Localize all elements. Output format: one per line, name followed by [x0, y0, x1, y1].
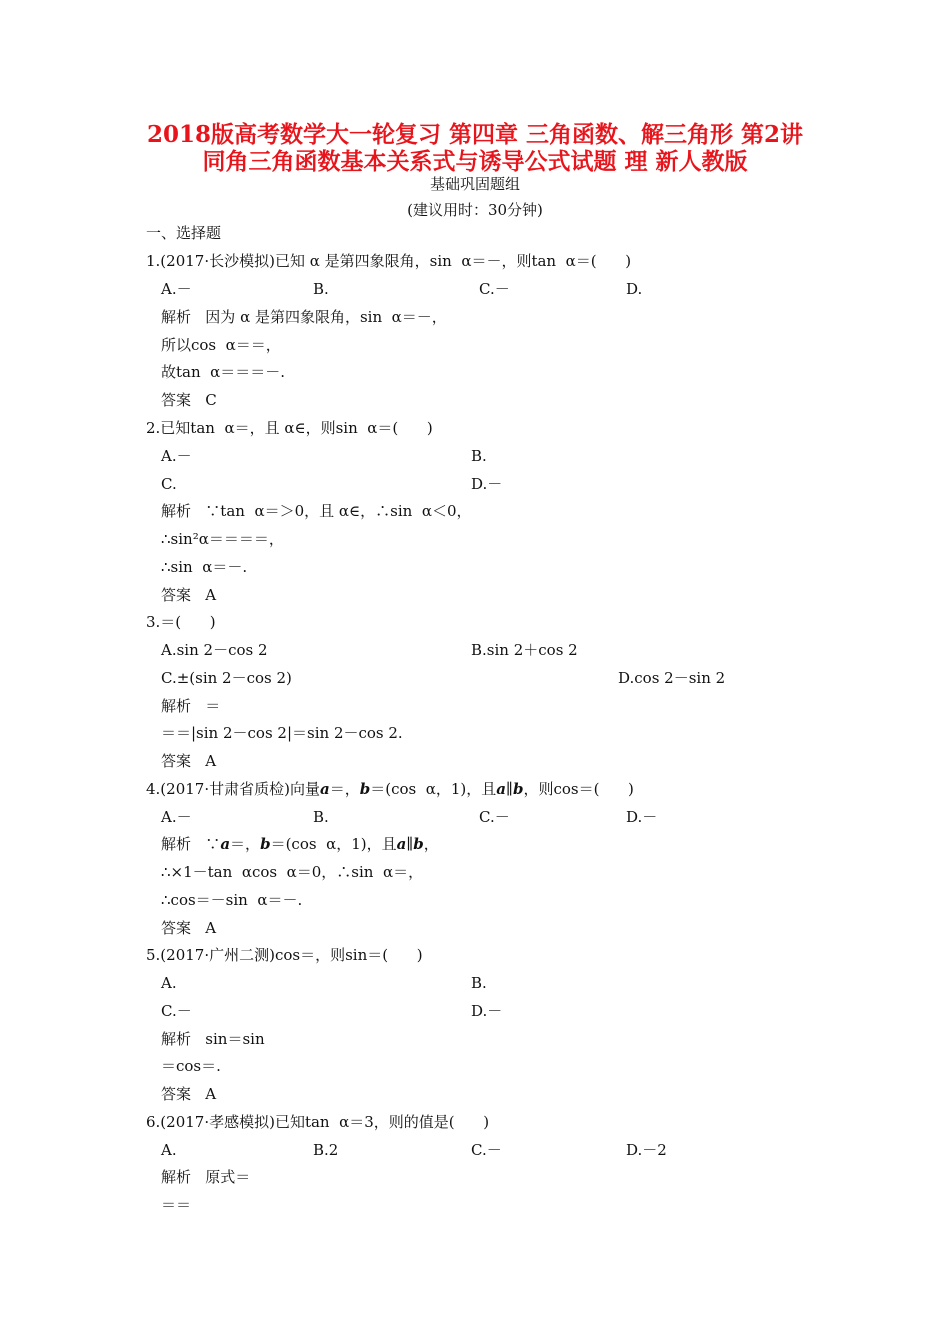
vector-a: a — [319, 780, 330, 798]
q5-option-c: C.－ — [161, 1002, 192, 1020]
q6-option-d: D.－2 — [626, 1141, 667, 1159]
question-1-stem: 1.(2017·长沙模拟)已知 α 是第四象限角，sin α＝－，则tan α＝( ) — [146, 252, 632, 270]
q4-option-a: A.－ — [161, 808, 192, 826]
question-3-stem: 3.＝( ) — [146, 613, 216, 631]
q3-option-a: A.sin 2－cos 2 — [161, 641, 268, 659]
q3-solution-line-2: ＝＝|sin 2－cos 2|＝sin 2－cos 2. — [161, 724, 403, 742]
q5-answer: 答案 A — [161, 1085, 217, 1103]
q3-answer: 答案 A — [161, 752, 217, 770]
vector-a: a — [496, 780, 506, 798]
q2-option-d: D.－ — [471, 475, 503, 493]
q5-option-a: A. — [161, 974, 177, 992]
q1-option-c: C.－ — [479, 280, 510, 298]
q6-option-c: C.－ — [471, 1141, 502, 1159]
q1-solution-line-2: 所以cos α＝＝， — [161, 336, 281, 354]
q2-solution-line-1: 解析 ∵tan α＝＞0，且 α∈，∴sin α＜0， — [161, 502, 472, 520]
q2-option-a: A.－ — [161, 447, 192, 465]
vector-b: b — [512, 780, 524, 798]
document-title-line-1: 2018版高考数学大一轮复习 第四章 三角函数、解三角形 第2讲 — [146, 121, 804, 148]
question-4-stem: 4.(2017·甘肃省质检)向量a＝，b＝(cos α，1)，且a∥b，则cos＝( ) — [146, 780, 634, 798]
q1-option-d: D. — [626, 280, 643, 298]
q4-option-c: C.－ — [479, 808, 510, 826]
vector-a: a — [220, 835, 231, 853]
vector-b: b — [413, 835, 424, 853]
q4-option-b: B. — [313, 808, 329, 826]
q2-option-b: B. — [471, 447, 487, 465]
q1-solution-line-1: 解析 因为 α 是第四象限角，sin α＝－， — [161, 308, 447, 326]
question-5-stem: 5.(2017·广州二测)cos＝，则sin＝( ) — [146, 946, 423, 964]
q4-solution-line-3: ∴cos＝－sin α＝－. — [161, 891, 303, 909]
vector-b: b — [359, 780, 371, 798]
q2-answer: 答案 A — [161, 586, 217, 604]
q2-solution-line-3: ∴sin α＝－. — [161, 558, 248, 576]
q1-answer: 答案 C — [161, 391, 217, 409]
q6-option-b: B.2 — [313, 1141, 339, 1159]
q6-solution-line-2: ＝＝ — [161, 1196, 192, 1214]
q1-option-b: B. — [313, 280, 329, 298]
q5-solution-line-2: ＝cos＝. — [161, 1057, 221, 1075]
section-heading: 一、选择题 — [146, 224, 222, 242]
q1-solution-line-3: 故tan α＝＝＝－. — [161, 363, 286, 381]
q1-option-a: A.－ — [161, 280, 192, 298]
time-note: (建议用时：30分钟) — [407, 201, 543, 219]
q6-option-a: A. — [161, 1141, 177, 1159]
q6-solution-line-1: 解析 原式＝ — [161, 1168, 251, 1186]
q5-option-d: D.－ — [471, 1002, 503, 1020]
vector-a: a — [396, 835, 407, 853]
question-2-stem: 2.已知tan α＝，且 α∈，则sin α＝( ) — [146, 419, 433, 437]
q3-solution-line-1: 解析 ＝ — [161, 697, 221, 715]
document-title-line-2: 同角三角函数基本关系式与诱导公式试题 理 新人教版 — [202, 148, 748, 175]
q3-option-d: D.cos 2－sin 2 — [618, 669, 726, 687]
q2-solution-line-2: ∴sin²α＝＝＝＝， — [161, 530, 284, 548]
subtitle: 基础巩固题组 — [429, 175, 520, 193]
q4-solution-line-2: ∴×1－tan αcos α＝0，∴sin α＝， — [161, 863, 424, 881]
q4-answer: 答案 A — [161, 919, 217, 937]
q2-option-c: C. — [161, 475, 177, 493]
question-6-stem: 6.(2017·孝感模拟)已知tan α＝3，则的值是( ) — [146, 1113, 490, 1131]
q4-solution-line-1: 解析 ∵a＝，b＝(cos α，1)，且a∥b， — [161, 835, 439, 853]
q5-solution-line-1: 解析 sin＝sin — [161, 1030, 265, 1048]
vector-b: b — [260, 835, 271, 853]
q3-option-c: C.±(sin 2－cos 2) — [161, 669, 292, 687]
q5-option-b: B. — [471, 974, 487, 992]
q4-option-d: D.－ — [626, 808, 658, 826]
q3-option-b: B.sin 2＋cos 2 — [471, 641, 578, 659]
